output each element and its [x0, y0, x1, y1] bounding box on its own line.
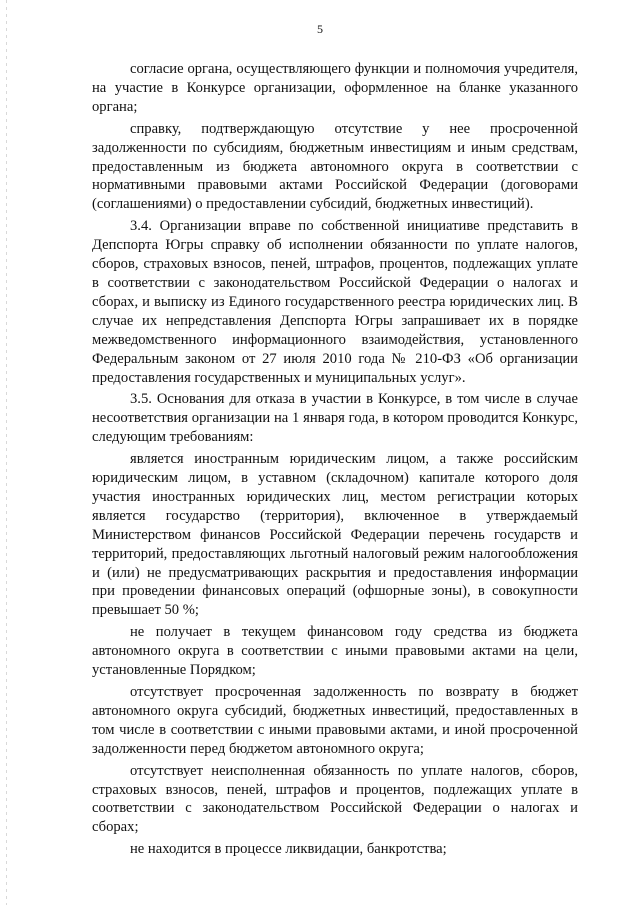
paragraph: 3.4. Организации вправе по собственной инициативе представить в Депспорта Югры справку об исполнении обязанности по уплате налогов, сборов, страховых взносов, пеней, штрафов, процентов, подлежащих уплате в соответствии с законодательством Российской Федерации о налогах и сборах, и выписку из Единого государственного реестра юридических лиц. В случае их непредставления Депспорта Югры запрашивает их в порядке межведомственного информационного взаимодействия, установленного Федеральным законом от 27 июля 2010 года № 210-ФЗ «Об организации предоставления государственных и муниципальных услуг».: [92, 218, 578, 386]
paragraph: отсутствует неисполненная обязанность по уплате налогов, сборов, страховых взносов, пеней, штрафов и процентов, подлежащих уплате в соответствии с законодательством Российской Федерации о налогах и сборах;: [92, 762, 578, 836]
paragraph: согласие органа, осуществляющего функции и полномочия учредителя, на участие в Конкурсе организации, оформленное на бланке указанного органа;: [92, 61, 578, 115]
body-text: [92, 60, 578, 862]
scan-edge: [6, 0, 7, 905]
paragraph: не получает в текущем финансовом году средства из бюджета автономного округа в соответствии с иными правовыми актами на цели, установленные Порядком;: [92, 624, 578, 679]
page-number: 5: [317, 22, 323, 36]
paragraph: 3.5. Основания для отказа в участии в Конкурсе, в том числе в случае несоответствия организации на 1 января года, в котором проводится Конкурс, следующим требованиям:: [92, 391, 578, 446]
paragraph: является иностранным юридическим лицом, а также российским юридическим лицом, в уставном (складочном) капитале которого доля участия иностранных юридических лиц, местом регистрации которых является государство (территория), включенное в утверждаемый Министерством финансов Российской Федерации перечень государств и территорий, предоставляющих льготный налоговый режим налогообложения и (или) не предусматривающих раскрытия и предоставления информации при проведении финансовых операций (офшорные зоны), в совокупности превышает 50 %;: [92, 451, 578, 619]
paragraph: не находится в процессе ликвидации, банкротства;: [130, 841, 447, 858]
paragraph: отсутствует просроченная задолженность по возврату в бюджет автономного округа субсидий, бюджетных инвестиций, предоставленных в том числе в соответствии с иными правовыми актами, и иной просроченной задолженности перед бюджетом автономного округа;: [92, 684, 578, 757]
paragraph: справку, подтверждающую отсутствие у нее просроченной задолженности по субсидиям, бюджетным инвестициям и иным средствам, предоставленным из бюджета автономного округа в соответствии с нормативными правовыми актами Российской Федерации (договорами (соглашениями) о предоставлении субсидий, бюджетных инвестиций).: [92, 120, 578, 213]
